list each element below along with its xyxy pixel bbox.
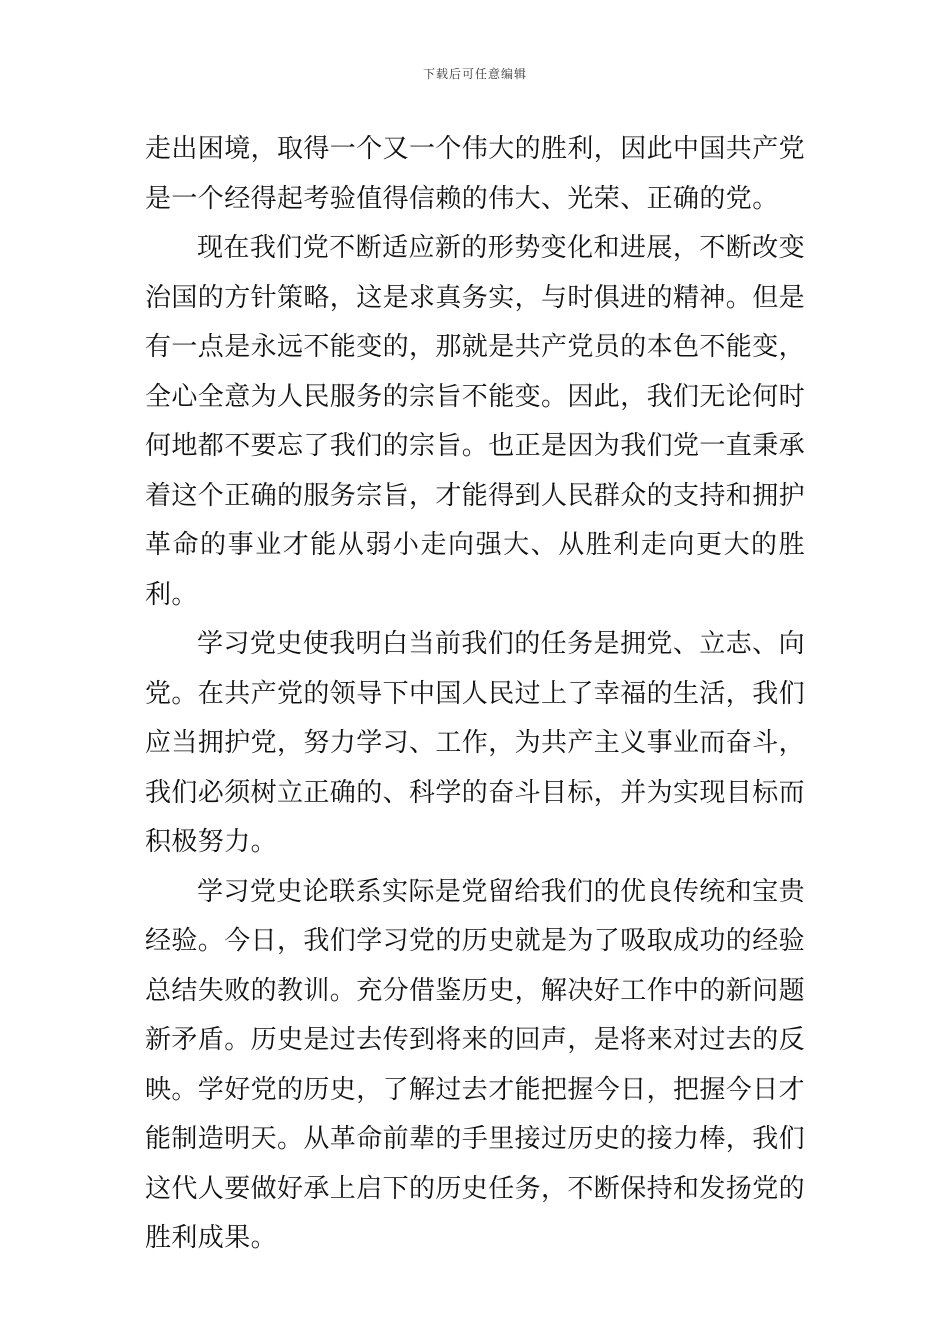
paragraph-continuation: 走出困境，取得一个又一个伟大的胜利，因此中国共产党是一个经得起考验值得信赖的伟大、光荣、正确的党。 xyxy=(145,134,806,214)
page-header: 下载后可任意编辑 xyxy=(422,67,527,81)
paragraph-party-principle: 现在我们党不断适应新的形势变化和进展，不断改变治国的方针策略，这是求真务实，与时俱进的精神。但是有一点是永远不能变的，那就是共产党员的本色不能变，全心全意为人民服务的宗旨不能变。因此，我们无论何时何地都不要忘了我们的宗旨。也正是因为我们党一直秉承着这个正确的服务宗旨，才能得到人民群众的支持和拥护革命的事业才能从弱小走向强大、从胜利走向更大的胜利。 xyxy=(145,233,806,610)
paragraph-current-task: 学习党史使我明白当前我们的任务是拥党、立志、向党。在共产党的领导下中国人民过上了幸福的生活，我们应当拥护党，努力学习、工作，为共产主义事业而奋斗，我们必须树立正确的、科学的奋斗目标，并为实现目标而积极努力。 xyxy=(145,629,806,857)
paragraph-history-study: 学习党史论联系实际是党留给我们的优良传统和宝贵经验。今日，我们学习党的历史就是为了吸取成功的经验总结失败的教训。充分借鉴历史，解决好工作中的新问题新矛盾。历史是过去传到将来的回声，是将来对过去的反映。学好党的历史，了解过去才能把握今日，把握今日才能制造明天。从革命前辈的手里接过历史的接力棒，我们这代人要做好承上启下的历史任务，不断保持和发扬党的胜利成果。 xyxy=(145,876,806,1253)
document-body xyxy=(145,125,805,1264)
